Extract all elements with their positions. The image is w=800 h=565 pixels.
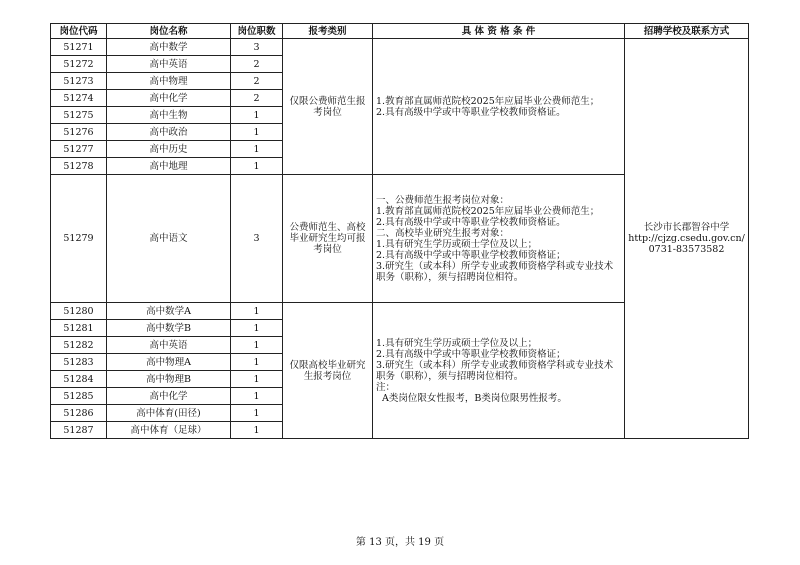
job-code: 51272 <box>51 56 107 73</box>
job-count: 1 <box>231 371 283 388</box>
requirement-line: 2.具有高级中学或中等职业学校教师资格证。 <box>376 106 566 118</box>
header-row <box>51 24 749 39</box>
requirement-line: 1.具有研究生学历或硕士学位及以上； <box>376 337 538 349</box>
job-count: 1 <box>231 320 283 337</box>
job-name: 高中地理 <box>107 158 231 175</box>
job-code: 51283 <box>51 354 107 371</box>
job-count: 1 <box>231 354 283 371</box>
job-code: 51276 <box>51 124 107 141</box>
header-name: 岗位名称 <box>107 24 231 39</box>
job-code: 51271 <box>51 39 107 56</box>
job-count: 2 <box>231 73 283 90</box>
job-name: 高中化学 <box>107 90 231 107</box>
requirement-line: 1.教育部直属师范院校2025年应届毕业公费师范生； <box>376 95 600 107</box>
job-code: 51286 <box>51 405 107 422</box>
requirements-cell <box>373 39 625 175</box>
requirement-line: 1.教育部直属师范院校2025年应届毕业公费师范生； <box>376 205 600 217</box>
job-count: 1 <box>231 422 283 439</box>
requirement-line: 注： <box>376 381 396 393</box>
job-name: 高中生物 <box>107 107 231 124</box>
table-row <box>51 39 749 56</box>
job-name: 高中化学 <box>107 388 231 405</box>
job-count: 3 <box>231 175 283 303</box>
job-name: 高中物理A <box>107 354 231 371</box>
job-name: 高中历史 <box>107 141 231 158</box>
job-name: 高中英语 <box>107 56 231 73</box>
job-count: 2 <box>231 56 283 73</box>
requirement-line: 3.研究生（或本科）所学专业或教师资格学科或专业技术职务（职称），须与招聘岗位相符。 <box>376 359 614 382</box>
job-count: 2 <box>231 90 283 107</box>
requirement-line: A类岗位限女性报考，B类岗位限男性报考。 <box>382 392 567 404</box>
category-cell: 仅限公费师范生报考岗位 <box>283 39 373 175</box>
header-code: 岗位代码 <box>51 24 107 39</box>
job-code: 51279 <box>51 175 107 303</box>
requirements-cell <box>373 303 625 439</box>
job-count: 1 <box>231 158 283 175</box>
header-school: 招聘学校及联系方式 <box>625 24 749 39</box>
job-code: 51274 <box>51 90 107 107</box>
school-url: http://cjzg.csedu.gov.cn/ <box>628 233 745 244</box>
job-code: 51287 <box>51 422 107 439</box>
header-requirements: 具 体 资 格 条 件 <box>373 24 625 39</box>
job-code: 51281 <box>51 320 107 337</box>
job-name: 高中体育（足球） <box>107 422 231 439</box>
requirement-line: 2.具有高级中学或中等职业学校教师资格证； <box>376 249 566 261</box>
job-code: 51282 <box>51 337 107 354</box>
job-name: 高中数学A <box>107 303 231 320</box>
header-category: 报考类别 <box>283 24 373 39</box>
job-name: 高中英语 <box>107 337 231 354</box>
recruitment-table <box>50 23 749 439</box>
job-count: 1 <box>231 337 283 354</box>
requirement-line: 3.研究生（或本科）所学专业或教师资格学科或专业技术职务（职称），须与招聘岗位相符。 <box>376 260 614 283</box>
job-code: 51285 <box>51 388 107 405</box>
requirements-cell <box>373 175 625 303</box>
job-code: 51278 <box>51 158 107 175</box>
job-code: 51277 <box>51 141 107 158</box>
job-name: 高中数学 <box>107 39 231 56</box>
school-contact-cell <box>625 39 749 439</box>
job-code: 51273 <box>51 73 107 90</box>
job-code: 51275 <box>51 107 107 124</box>
job-count: 1 <box>231 388 283 405</box>
job-count: 1 <box>231 405 283 422</box>
job-code: 51280 <box>51 303 107 320</box>
school-name: 长沙市长郡智谷中学 <box>643 222 730 233</box>
job-count: 1 <box>231 303 283 320</box>
job-name: 高中数学B <box>107 320 231 337</box>
category-cell: 公费师范生、高校毕业研究生均可报考岗位 <box>283 175 373 303</box>
job-name: 高中物理 <box>107 73 231 90</box>
requirement-line: 1.具有研究生学历或硕士学位及以上； <box>376 238 538 250</box>
job-code: 51284 <box>51 371 107 388</box>
requirement-line: 一、公费师范生报考岗位对象： <box>376 194 510 206</box>
job-count: 3 <box>231 39 283 56</box>
page-number: 第 13 页，共 19 页 <box>355 537 445 548</box>
job-name: 高中体育(田径) <box>107 405 231 422</box>
requirement-line: 2.具有高级中学或中等职业学校教师资格证。 <box>376 216 566 228</box>
category-cell: 仅限高校毕业研究生报考岗位 <box>283 303 373 439</box>
job-count: 1 <box>231 124 283 141</box>
requirement-line: 二、高校毕业研究生报考对象： <box>376 227 510 239</box>
header-count: 岗位职数 <box>231 24 283 39</box>
job-name: 高中政治 <box>107 124 231 141</box>
requirement-line: 2.具有高级中学或中等职业学校教师资格证； <box>376 348 566 360</box>
school-phone: 0731-83573582 <box>648 244 725 255</box>
job-count: 1 <box>231 107 283 124</box>
job-count: 1 <box>231 141 283 158</box>
job-name: 高中语文 <box>107 175 231 303</box>
job-name: 高中物理B <box>107 371 231 388</box>
